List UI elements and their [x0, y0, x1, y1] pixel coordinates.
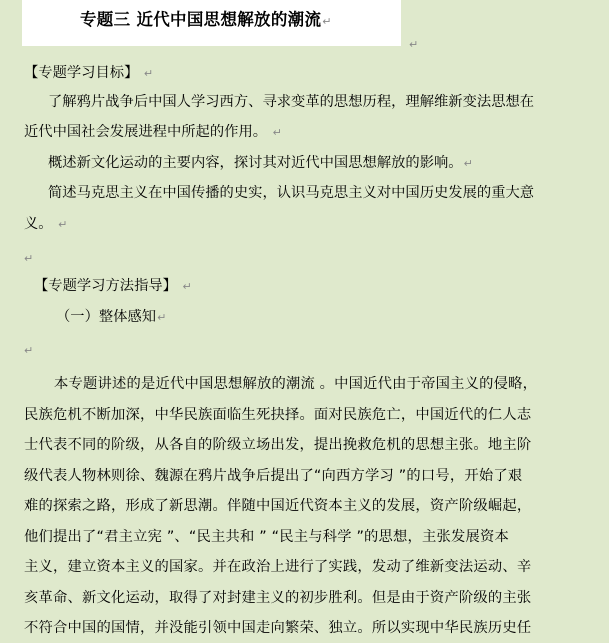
paragraph-mark-icon: ↵ — [272, 126, 282, 139]
goals-line: 义。 ↵ — [24, 216, 68, 232]
page-title — [80, 6, 332, 30]
goals-line: 近代中国社会发展进程中所起的作用。 ↵ — [24, 124, 282, 140]
title-box — [22, 0, 401, 46]
body-line: 他们提出了“君主立宪 ”、“民主共和 ” “民主与科学 ”的思想，主张发展资本 — [24, 529, 510, 545]
body-line: 民族危机不断加深，中华民族面临生死抉择。面对民族危亡，中国近代的仁人志 — [24, 407, 532, 423]
goals-line: 了解鸦片战争后中国人学习西方、寻求变革的思想历程，理解维新变法思想在 — [48, 94, 535, 110]
goals-heading: 【专题学习目标】 ↵ — [24, 65, 154, 81]
body-line: 本专题讲述的是近代中国思想解放的潮流 。中国近代由于帝国主义的侵略， — [54, 376, 538, 392]
body-line: 不符合中国的国情，并没能引领中国走向繁荣、独立。所以实现中华民族历史任 — [24, 620, 532, 636]
page-title-text: 专题三 近代中国思想解放的潮流 — [80, 10, 322, 29]
methods-sub: （一）整体感知↵ — [56, 309, 167, 325]
methods-heading: 【专题学习方法指导】 ↵ — [34, 278, 192, 294]
body-line: 难的探索之路，形成了新思潮。伴随中国近代资本主义的发展，资产阶级崛起， — [24, 498, 532, 514]
paragraph-mark-icon: ↵ — [182, 280, 192, 293]
paragraph-mark-icon: ↵ — [143, 67, 154, 80]
paragraph-mark-icon: ↵ — [157, 311, 167, 324]
body-line: 级代表人物林则徐、魏源在鸦片战争后提出了“向西方学习 ”的口号，开始了艰 — [24, 468, 523, 484]
goals-line: 概述新文化运动的主要内容，探讨其对近代中国思想解放的影响。↵ — [48, 155, 473, 171]
paragraph-mark-icon: ↵ — [58, 218, 68, 231]
paragraph-mark-icon: ↵ — [463, 157, 473, 170]
body-line: 主义，建立资本主义的国家。并在政治上进行了实践，发动了维新变法运动、辛 — [24, 559, 532, 575]
body-line: 士代表不同的阶级，从各自的阶级立场出发，提出挽救危机的思想主张。地主阶 — [24, 437, 532, 453]
paragraph-mark-icon: ↵ — [24, 252, 34, 265]
body-line: 亥革命、新文化运动，取得了对封建主义的初步胜利。但是由于资产阶级的主张 — [24, 590, 532, 606]
paragraph-mark-icon: ↵ — [409, 38, 419, 51]
paragraph-mark-icon: ↵ — [24, 344, 34, 357]
goals-line: 简述马克思主义在中国传播的史实，认识马克思主义对中国历史发展的重大意 — [48, 185, 535, 201]
paragraph-mark-icon: ↵ — [322, 15, 332, 28]
